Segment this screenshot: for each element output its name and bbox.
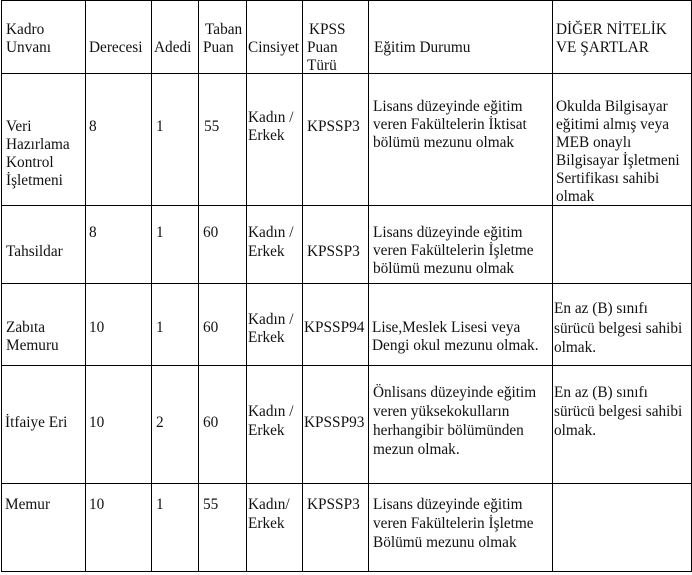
cell-puan: 60	[199, 206, 247, 284]
cell-cinsiyet: Kadın / Erkek	[247, 366, 303, 484]
cell-egitim: Lisans düzeyinde eğitim veren Fakültelerin İşletme Bölümü mezunu olmak	[369, 484, 553, 572]
cell-adet: 1	[152, 206, 199, 284]
table-row	[2, 74, 692, 206]
header-derecesi: Derecesi	[86, 1, 152, 74]
header-kpss-puan-turu: KPSS Puan Türü	[303, 1, 369, 74]
header-kadro-unvani	[2, 1, 86, 74]
cell-adet: 1	[152, 284, 199, 366]
header-taban-puan: Taban Puan	[199, 1, 247, 74]
cell-unvan: Zabıta Memuru	[2, 284, 86, 366]
cell-unvan: Tahsildar	[2, 206, 86, 284]
cell-kpss: KPSSP93	[303, 366, 369, 484]
cell-diger: Okulda Bilgisayar eğitimi almış veya MEB onaylı Bilgisayar İşletmeni Sertifikası sahibi olmak	[553, 74, 692, 206]
cell-adet: 1	[152, 74, 199, 206]
cell-cinsiyet: Kadın / Erkek	[247, 74, 303, 206]
cell-kpss: KPSSP3	[303, 74, 369, 206]
table-row	[2, 484, 692, 572]
cell-cinsiyet: Kadın/ Erkek	[247, 484, 303, 572]
cell-diger: En az (B) sınıfı sürücü belgesi sahibi olmak.	[553, 284, 692, 366]
cell-kpss: KPSSP3	[303, 206, 369, 284]
cell-cinsiyet: Kadın / Erkek	[247, 206, 303, 284]
cell-derece: 10	[86, 284, 152, 366]
cell-unvan: Memur	[2, 484, 86, 572]
kadro-table	[1, 0, 692, 572]
table-row	[2, 206, 692, 284]
cell-puan: 55	[199, 74, 247, 206]
header-adedi: Adedi	[152, 1, 199, 74]
table-row	[2, 366, 692, 484]
cell-derece: 10	[86, 366, 152, 484]
cell-puan: 55	[199, 484, 247, 572]
cell-adet: 2	[152, 366, 199, 484]
cell-diger: En az (B) sınıfı sürücü belgesi sahibi olmak.	[553, 366, 692, 484]
cell-puan: 60	[199, 366, 247, 484]
cell-derece: 8	[86, 74, 152, 206]
header-kadro-line: Kadro	[6, 21, 45, 38]
cell-derece: 10	[86, 484, 152, 572]
cell-diger	[553, 206, 692, 284]
header-diger-nitelik: DİĞER NİTELİK VE ŞARTLAR	[553, 1, 692, 74]
cell-unvan: Veri Hazırlama Kontrol İşletmeni	[2, 74, 86, 206]
cell-cinsiyet: Kadın / Erkek	[247, 284, 303, 366]
header-cinsiyet: Cinsiyet	[247, 1, 303, 74]
cell-kpss: KPSSP3	[303, 484, 369, 572]
header-egitim-durumu: Eğitim Durumu	[369, 1, 553, 74]
header-row	[2, 1, 692, 74]
cell-adet: 1	[152, 484, 199, 572]
cell-unvan: İtfaiye Eri	[2, 366, 86, 484]
cell-egitim: Lisans düzeyinde eğitim veren Fakültelerin İşletme bölümü mezunu olmak	[369, 206, 553, 284]
table-row	[2, 284, 692, 366]
cell-derece: 8	[86, 206, 152, 284]
cell-puan: 60	[199, 284, 247, 366]
header-unvani-line: Unvanı	[6, 39, 52, 56]
cell-diger	[553, 484, 692, 572]
cell-egitim: Lise,Meslek Lisesi veya Dengi okul mezunu olmak.	[369, 284, 553, 366]
cell-egitim: Önlisans düzeyinde eğitim veren yüksekokulların herhangibir bölümünden mezun olmak.	[369, 366, 553, 484]
cell-egitim: Lisans düzeyinde eğitim veren Fakültelerin İktisat bölümü mezunu olmak	[369, 74, 553, 206]
cell-kpss: KPSSP94	[303, 284, 369, 366]
